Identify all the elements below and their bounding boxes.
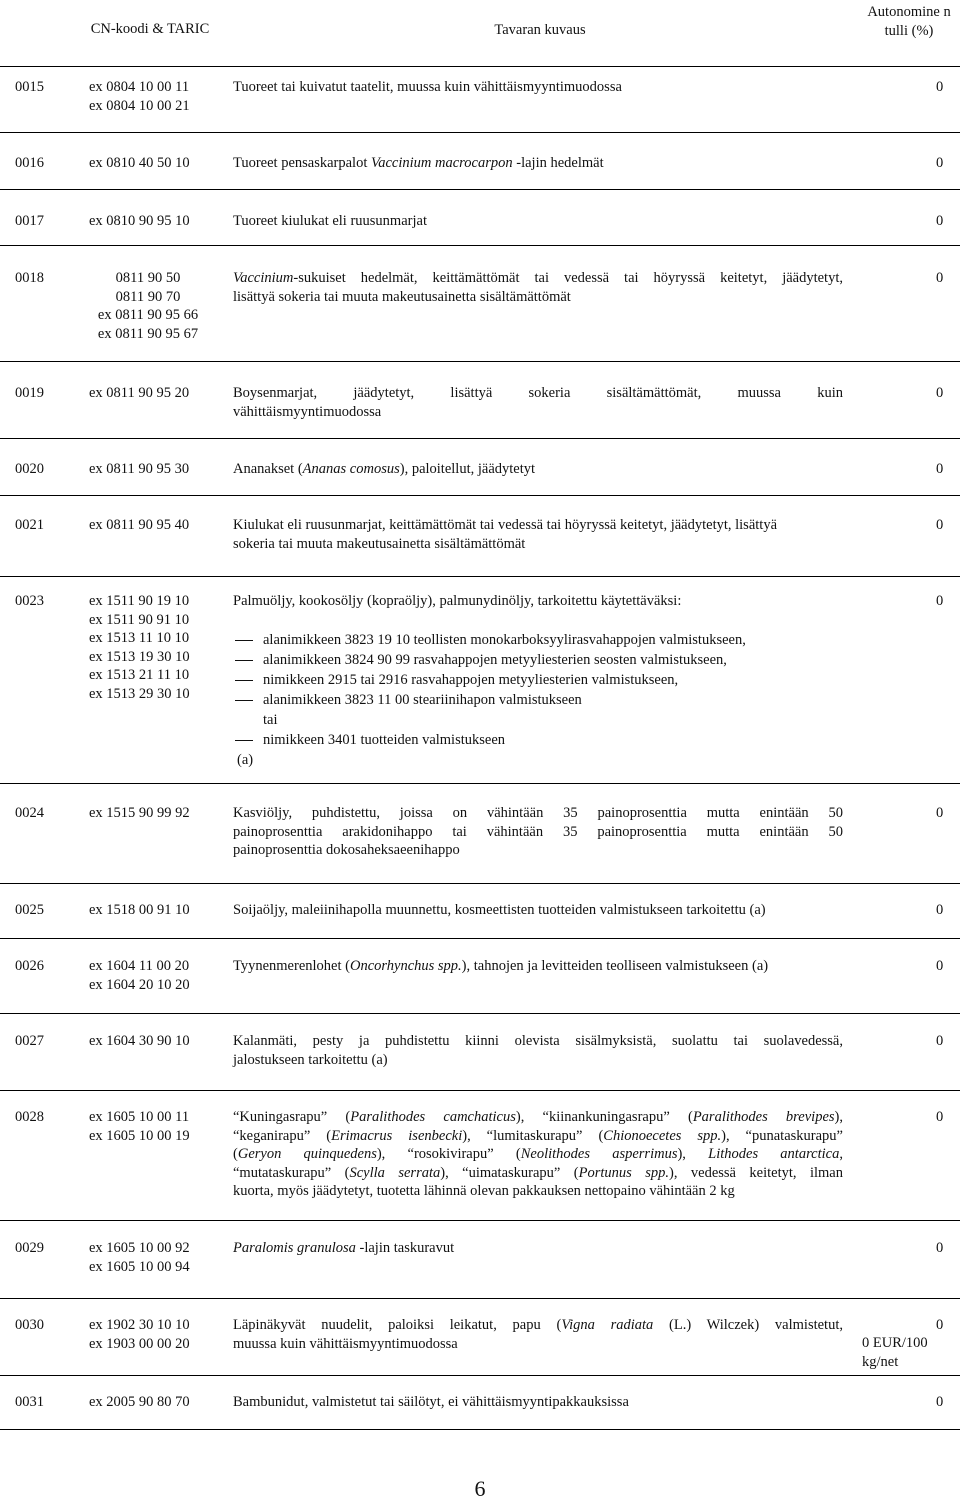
desc-text: ), bbox=[677, 1146, 709, 1162]
desc-text: ), “lumitaskurapu” ( bbox=[462, 1127, 604, 1144]
description bbox=[233, 269, 843, 306]
row-number: 0019 bbox=[15, 385, 44, 401]
row-number: 0025 bbox=[15, 902, 44, 918]
dash-bullet bbox=[235, 740, 253, 741]
desc-text: -lajin taskuravut bbox=[355, 1240, 455, 1256]
desc-text: ), tahnojen ja levitteiden teolliseen valmistukseen (a) bbox=[461, 958, 769, 974]
table-row bbox=[0, 1376, 960, 1430]
row-number: 0021 bbox=[15, 517, 44, 533]
species-name: Neolithodes asperrimus bbox=[520, 1146, 678, 1162]
cn-codes bbox=[89, 901, 219, 920]
cn-code: ex 1605 10 00 92 bbox=[89, 1240, 190, 1256]
row-number: 0017 bbox=[15, 213, 44, 229]
cn-code: ex 1515 90 99 92 bbox=[89, 805, 190, 821]
description bbox=[233, 957, 843, 976]
description bbox=[233, 804, 843, 860]
header-description-column: Tavaran kuvaus bbox=[494, 22, 586, 38]
duty-rate: 0 bbox=[936, 593, 944, 609]
desc-text: Läpinäkyvät nuudelit, paloiksi leikatut, papu ( bbox=[233, 1317, 562, 1333]
table-row bbox=[0, 1014, 960, 1091]
list-item-text: alanimikkeen 3823 19 10 teollisten monokarboksyylirasvahappojen valmistukseen, bbox=[263, 632, 746, 648]
species-name: Paralithodes brevipes bbox=[692, 1109, 835, 1125]
desc-text: ), “uimataskurapu” ( bbox=[440, 1164, 579, 1181]
header-duty-line1: Autonomine bbox=[867, 4, 940, 20]
cn-codes bbox=[89, 154, 219, 173]
cn-codes bbox=[89, 212, 219, 231]
cn-codes bbox=[89, 460, 219, 479]
desc-text: Tyynenmerenlohet ( bbox=[233, 958, 350, 974]
desc-line bbox=[233, 1145, 843, 1164]
table-row bbox=[0, 784, 960, 884]
list-item-text: alanimikkeen 3823 11 00 steariinihapon valmistukseen bbox=[263, 692, 582, 708]
cn-codes bbox=[89, 384, 219, 403]
cn-code: ex 1604 20 10 20 bbox=[89, 976, 190, 993]
description bbox=[233, 1108, 843, 1201]
species-name: Paralomis granulosa bbox=[233, 1240, 356, 1256]
list-item bbox=[233, 631, 843, 650]
desc-line: Boysenmarjat, jäädytetyt, lisättyä sokeria sisältämättömät, muussa kuin bbox=[233, 385, 843, 401]
duty-specific-line2: kg/net bbox=[862, 1354, 899, 1370]
duty-rate: 0 bbox=[936, 270, 944, 286]
row-number: 0015 bbox=[15, 79, 44, 95]
duty-rate: 0 bbox=[936, 958, 944, 974]
footnote-ref: (a) bbox=[237, 752, 254, 768]
species-name: Chionoecetes spp. bbox=[603, 1127, 722, 1144]
table-row bbox=[0, 884, 960, 939]
dash-bullet bbox=[235, 680, 253, 681]
genus-name: Vaccinium bbox=[233, 270, 294, 286]
cn-code: ex 0804 10 00 21 bbox=[89, 97, 190, 114]
desc-line: Kiulukat eli ruusunmarjat, keittämättömät tai vedessä tai höyryssä keitetyt, jäädytetyt, lisättyä bbox=[233, 517, 778, 533]
duty-rate: 0 bbox=[936, 79, 944, 95]
cn-code: ex 0810 90 95 10 bbox=[89, 213, 190, 229]
desc-line bbox=[233, 1164, 843, 1183]
description bbox=[233, 1032, 843, 1069]
cn-code: ex 1902 30 10 10 bbox=[89, 1317, 190, 1333]
table-row bbox=[0, 1091, 960, 1221]
cn-code: ex 0811 90 95 30 bbox=[89, 461, 190, 477]
description bbox=[233, 592, 843, 770]
duty-rate: 0 bbox=[936, 1240, 944, 1256]
cn-code: ex 0810 40 50 10 bbox=[89, 155, 190, 171]
desc-line: painoprosenttia dokosaheksaeenihappo bbox=[233, 842, 460, 858]
table-row bbox=[0, 1221, 960, 1299]
species-name: Paralithodes camchaticus bbox=[350, 1109, 516, 1125]
desc-line bbox=[233, 1127, 843, 1146]
desc-text: , bbox=[839, 1146, 843, 1162]
species-name: Portunus spp. bbox=[578, 1164, 669, 1181]
cn-code: ex 1511 90 91 10 bbox=[89, 611, 190, 628]
duty-rate: 0 bbox=[936, 902, 944, 918]
row-number: 0024 bbox=[15, 805, 44, 821]
list-item bbox=[233, 671, 843, 690]
cn-codes bbox=[89, 1316, 219, 1353]
dash-bullet bbox=[235, 700, 253, 701]
row-number: 0027 bbox=[15, 1033, 44, 1049]
list-item bbox=[233, 691, 843, 710]
cn-code: ex 1518 00 91 10 bbox=[89, 902, 190, 918]
desc-text: “mutataskurapu” ( bbox=[233, 1164, 350, 1181]
cn-code: ex 1513 21 11 10 bbox=[89, 667, 190, 683]
description bbox=[233, 1239, 843, 1258]
species-name: Geryon quinquedens bbox=[237, 1146, 377, 1162]
cn-code: ex 1604 11 00 20 bbox=[89, 958, 190, 974]
desc-line bbox=[233, 1316, 843, 1335]
desc-text: ), vedessä keitetyt, ilman bbox=[669, 1164, 843, 1181]
duty-rate: 0 bbox=[936, 1394, 944, 1410]
cn-code: 0811 90 50 bbox=[115, 270, 181, 286]
row-number: 0016 bbox=[15, 155, 44, 171]
cn-codes bbox=[89, 1239, 219, 1276]
desc-line: Kalanmäti, pesty ja puhdistettu kiinni olevista sisälmyksistä, suolattu tai suolavedessä, bbox=[233, 1033, 843, 1049]
cn-code: ex 0811 90 95 66 bbox=[97, 307, 199, 323]
cn-codes bbox=[89, 78, 219, 115]
desc-intro: Palmuöljy, kookosöljy (kopraöljy), palmunydinöljy, tarkoitettu käytettäväksi: bbox=[233, 593, 682, 609]
desc-text: ), bbox=[834, 1109, 843, 1125]
cn-code: ex 2005 90 80 70 bbox=[89, 1394, 190, 1410]
desc-line: muussa kuin vähittäismyyntimuodossa bbox=[233, 1335, 458, 1352]
cn-code: ex 0804 10 00 11 bbox=[89, 79, 190, 95]
cn-code: ex 1511 90 19 10 bbox=[89, 593, 190, 609]
page-number: 6 bbox=[474, 1476, 486, 1501]
table-row bbox=[0, 362, 960, 439]
species-name: Oncorhynchus spp. bbox=[349, 958, 462, 974]
cn-code: ex 0811 90 95 40 bbox=[89, 517, 190, 533]
row-number: 0026 bbox=[15, 958, 44, 974]
cn-codes bbox=[85, 269, 211, 343]
duty-rate: 0 bbox=[936, 805, 944, 821]
row-number: 0030 bbox=[15, 1317, 44, 1333]
cn-code: ex 1903 00 00 20 bbox=[89, 1335, 190, 1352]
dash-bullet bbox=[235, 640, 253, 641]
desc-line: jalostukseen tarkoitettu (a) bbox=[233, 1051, 388, 1068]
desc-text: ), paloitellut, jäädytetyt bbox=[399, 461, 536, 477]
description: Soijaöljy, maleiinihapolla muunnettu, kosmeettisten tuotteiden valmistukseen tarkoitettu (a) bbox=[233, 902, 766, 918]
duty-rate: 0 bbox=[936, 1109, 944, 1125]
desc-text: ( bbox=[233, 1146, 238, 1162]
species-name: Ananas comosus bbox=[302, 461, 400, 477]
list-item-text: nimikkeen 2915 tai 2916 rasvahappojen metyyliesterien valmistukseen, bbox=[263, 672, 679, 688]
description bbox=[233, 516, 843, 553]
desc-text: “Kuningasrapu” ( bbox=[233, 1109, 351, 1125]
desc-line bbox=[233, 1108, 843, 1127]
description bbox=[233, 384, 843, 421]
duty-specific-line1: 0 EUR/100 bbox=[862, 1335, 928, 1351]
desc-text: “keganirapu” ( bbox=[233, 1127, 332, 1144]
desc-line: sokeria tai muuta makeutusainetta sisältämättömät bbox=[233, 535, 526, 552]
cn-codes bbox=[89, 516, 219, 535]
species-name: Erimacrus isenbecki bbox=[331, 1127, 463, 1144]
desc-text: -lajin hedelmät bbox=[512, 155, 604, 171]
cn-codes bbox=[89, 592, 219, 703]
table-row bbox=[0, 66, 960, 133]
cn-codes bbox=[89, 804, 219, 823]
species-name: Vaccinium macrocarpon bbox=[371, 155, 513, 171]
row-number: 0018 bbox=[15, 270, 44, 286]
description bbox=[233, 1316, 843, 1353]
list-item-text: alanimikkeen 3824 90 99 rasvahappojen metyyliesterien seosten valmistukseen, bbox=[263, 652, 727, 668]
table-row bbox=[0, 439, 960, 496]
list-item bbox=[233, 651, 843, 670]
description: Tuoreet kiulukat eli ruusunmarjat bbox=[233, 213, 427, 229]
species-name: Vigna radiata bbox=[561, 1317, 654, 1333]
duty-rate: 0 bbox=[936, 213, 944, 229]
desc-line: painoprosenttia arakidonihappo tai vähintään 35 painoprosenttia mutta enintään 50 bbox=[233, 823, 843, 840]
list-item bbox=[233, 731, 843, 750]
row-number: 0031 bbox=[15, 1394, 44, 1410]
cn-code: ex 1605 10 00 19 bbox=[89, 1127, 190, 1144]
duty-specific-rate bbox=[862, 1334, 958, 1372]
cn-code: 0811 90 70 bbox=[115, 288, 181, 305]
desc-text: ), “kiinankuningasrapu” ( bbox=[515, 1109, 693, 1125]
table-row bbox=[0, 246, 960, 362]
duty-rate: 0 bbox=[936, 1033, 944, 1049]
row-number: 0029 bbox=[15, 1240, 44, 1256]
cn-code: ex 1513 29 30 10 bbox=[89, 685, 190, 702]
cn-code: ex 1513 19 30 10 bbox=[89, 648, 190, 665]
duty-rate: 0 bbox=[936, 385, 944, 401]
desc-text: Ananakset ( bbox=[233, 461, 303, 477]
desc-text: (L.) Wilczek) valmistetut, bbox=[653, 1317, 843, 1333]
duty-rate: 0 bbox=[936, 461, 944, 477]
desc-text: -sukuiset hedelmät, keittämättömät tai vedessä tai höyryssä keitetyt, jäädytetyt, bbox=[293, 270, 843, 286]
cn-code: ex 1604 30 90 10 bbox=[89, 1033, 190, 1049]
header-duty-line2: n tulli (%) bbox=[884, 4, 951, 39]
description: Bambunidut, valmistetut tai säilötyt, ei vähittäismyyntipakkauksissa bbox=[233, 1394, 629, 1410]
cn-code: ex 1605 10 00 94 bbox=[89, 1258, 190, 1275]
row-number: 0020 bbox=[15, 461, 44, 477]
row-number: 0023 bbox=[15, 593, 44, 609]
species-name: Scylla serrata bbox=[349, 1164, 441, 1181]
row-number: 0028 bbox=[15, 1109, 44, 1125]
desc-line bbox=[233, 269, 843, 288]
header-code-column: CN-koodi & TARIC bbox=[90, 21, 210, 37]
cn-code: ex 0811 90 95 20 bbox=[89, 385, 190, 401]
table-row bbox=[0, 577, 960, 784]
species-name: Lithodes antarctica bbox=[708, 1146, 840, 1162]
cn-codes bbox=[89, 1393, 219, 1412]
table-row bbox=[0, 939, 960, 1014]
cn-codes bbox=[89, 1108, 219, 1145]
duty-rate: 0 bbox=[936, 1317, 944, 1333]
cn-code: ex 0811 90 95 67 bbox=[97, 325, 199, 342]
or-word: tai bbox=[263, 712, 278, 728]
description: Tuoreet tai kuivatut taatelit, muussa kuin vähittäismyyntimuodossa bbox=[233, 79, 622, 95]
list-item-text: nimikkeen 3401 tuotteiden valmistukseen bbox=[263, 732, 506, 748]
desc-line: kuorta, myös jäädytetyt, tuotetta lähinnä olevan pakkauksen nettopaino vähintään 2 kg bbox=[233, 1183, 735, 1199]
cn-codes bbox=[89, 957, 219, 994]
dash-bullet bbox=[235, 660, 253, 661]
description bbox=[233, 154, 843, 173]
table-row bbox=[0, 190, 960, 246]
desc-text: ), “rosokivirapu” ( bbox=[376, 1146, 521, 1162]
desc-line: vähittäismyyntimuodossa bbox=[233, 403, 382, 420]
desc-text: Tuoreet pensaskarpalot bbox=[233, 155, 371, 171]
table-row bbox=[0, 1299, 960, 1376]
duty-rate: 0 bbox=[936, 517, 944, 533]
cn-code: ex 1605 10 00 11 bbox=[89, 1109, 190, 1125]
description bbox=[233, 460, 843, 479]
desc-line: lisättyä sokeria tai muuta makeutusainetta sisältämättömät bbox=[233, 288, 571, 305]
header-duty-column bbox=[858, 3, 960, 40]
desc-text: ), “punataskurapu” bbox=[721, 1127, 843, 1144]
cn-codes bbox=[89, 1032, 219, 1051]
duty-rate: 0 bbox=[936, 155, 944, 171]
table-row bbox=[0, 133, 960, 190]
cn-code: ex 1513 11 10 10 bbox=[89, 630, 190, 646]
desc-line: Kasviöljy, puhdistettu, joissa on vähintään 35 painoprosenttia mutta enintään 50 bbox=[233, 805, 843, 821]
table-row bbox=[0, 496, 960, 577]
table-header bbox=[0, 0, 960, 67]
